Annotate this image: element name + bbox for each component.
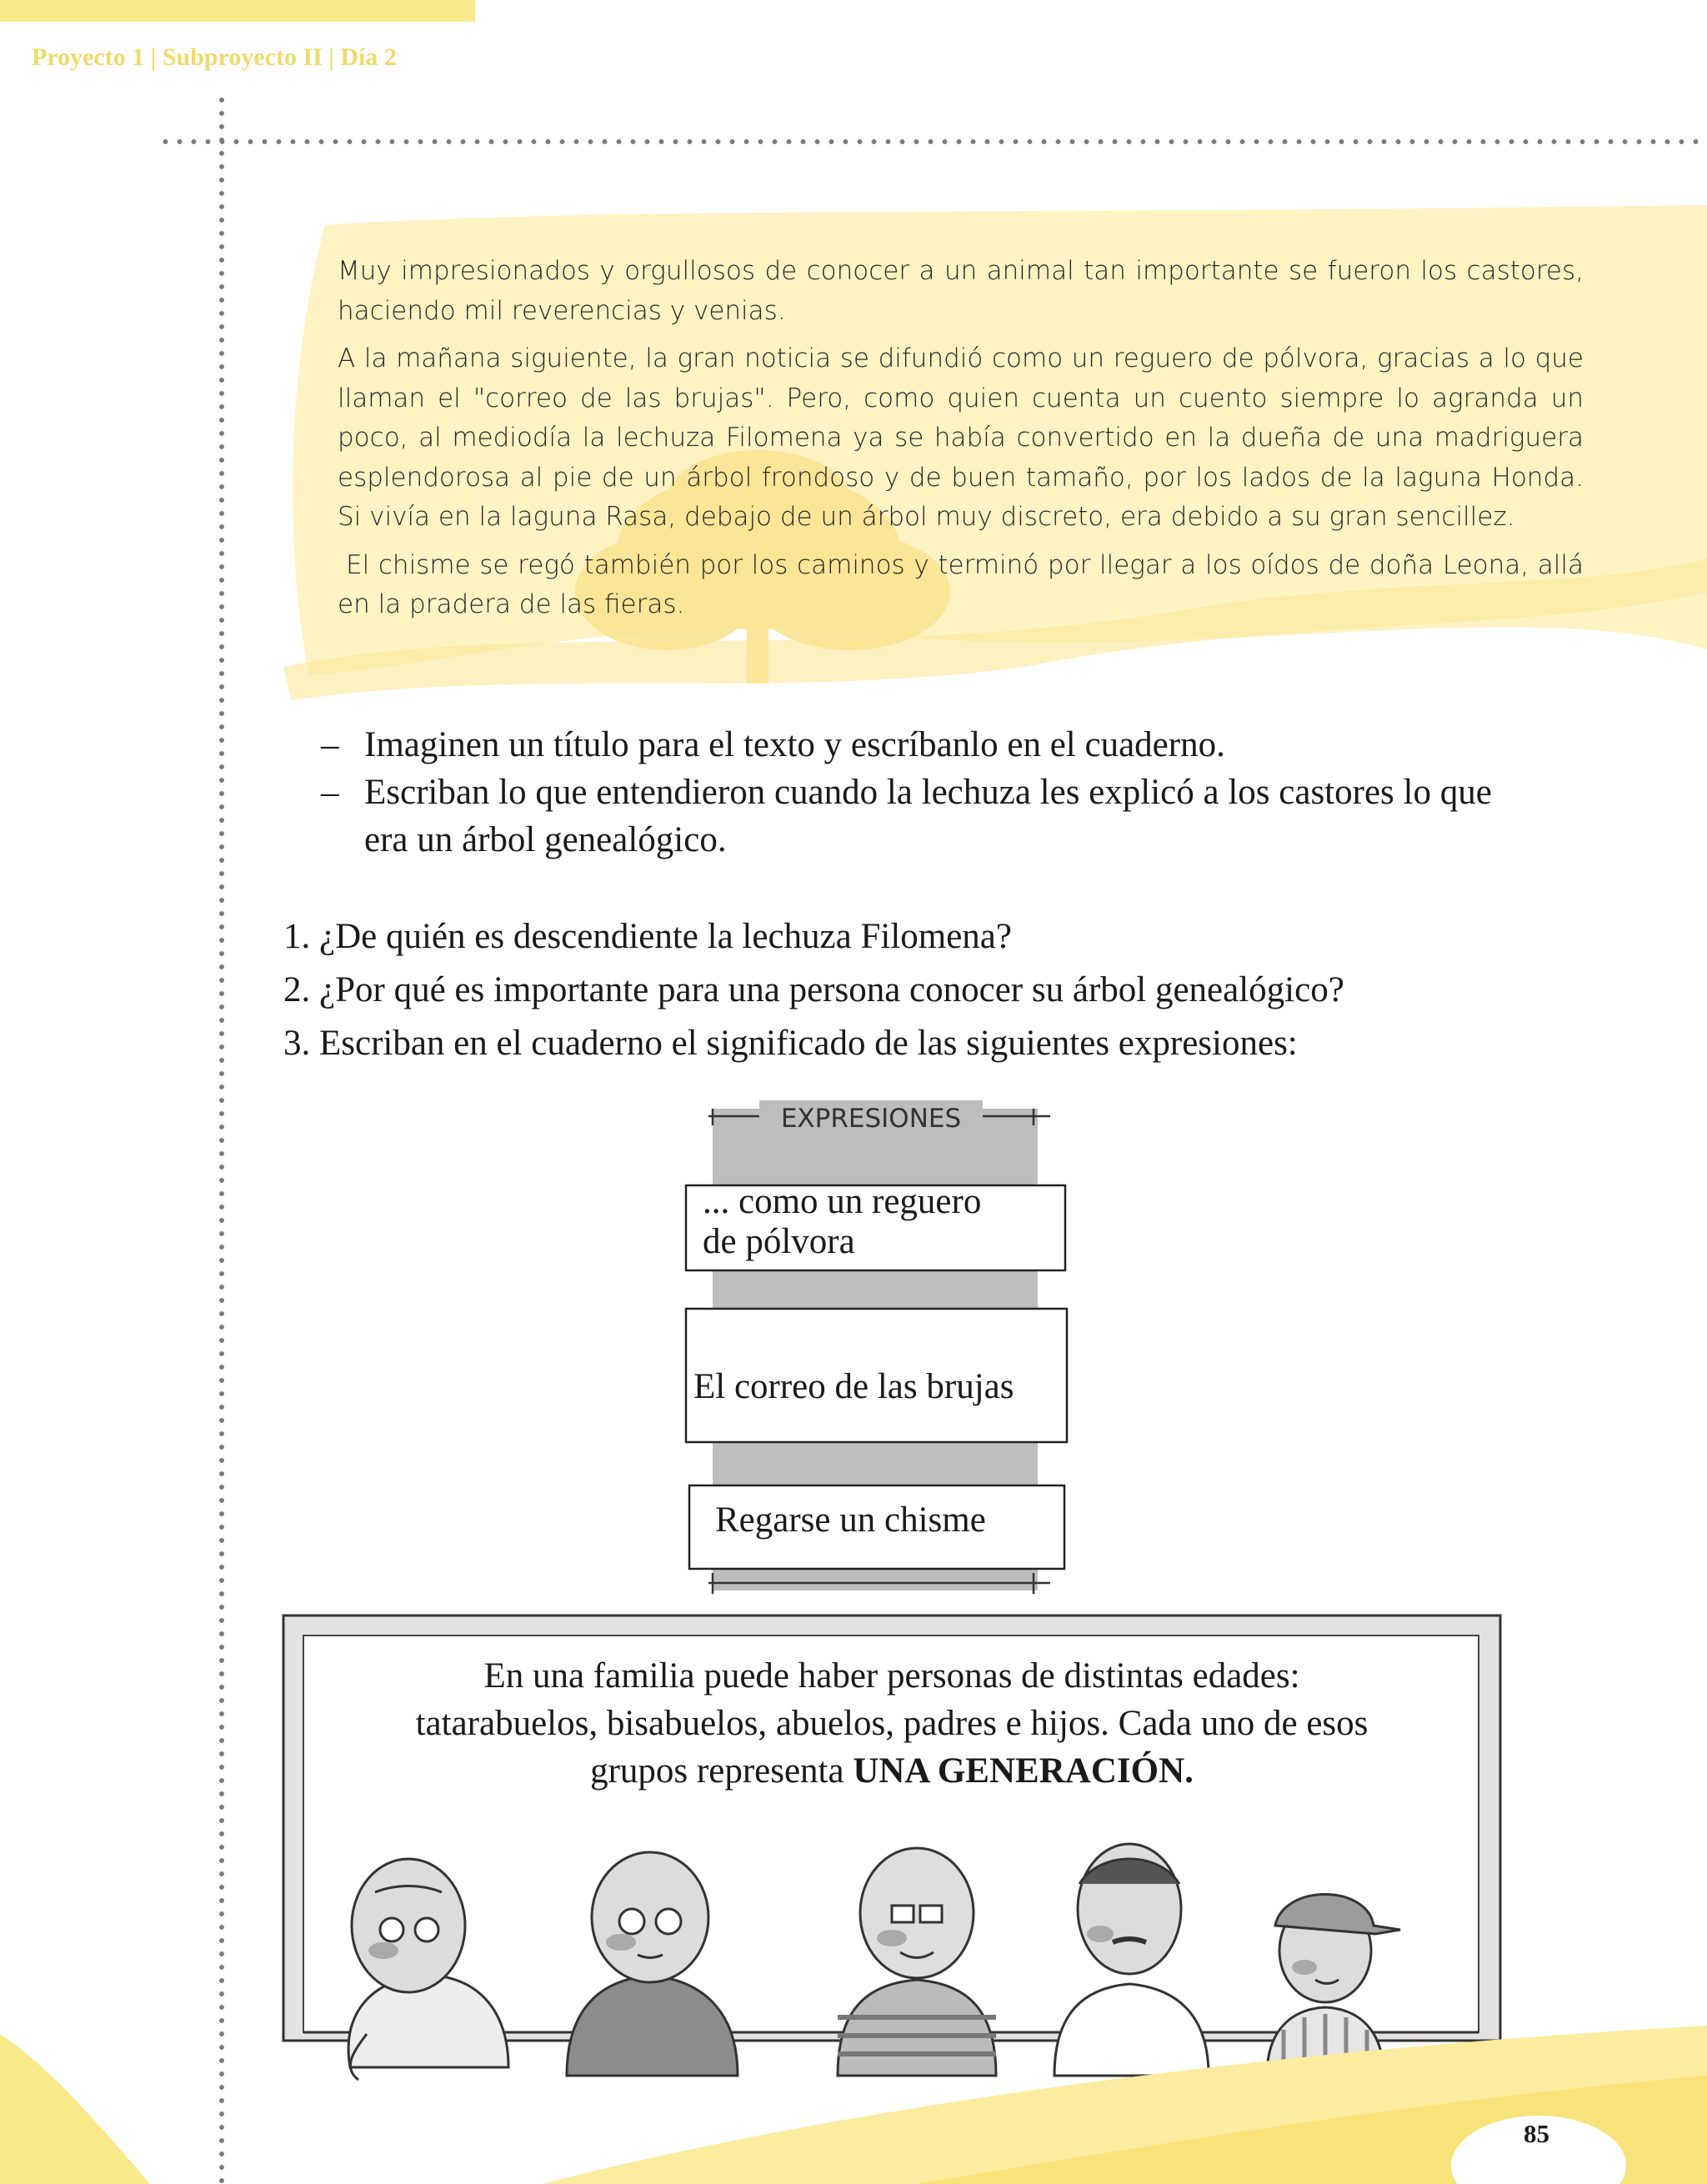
task-item-understanding xyxy=(321,769,1529,864)
task-marker: – xyxy=(321,725,339,764)
question-3: 3. Escriban en el cuaderno el significado de las siguientes expresiones: xyxy=(283,1024,1298,1063)
generation-line-3-prefix: grupos representa xyxy=(590,1751,854,1791)
vertical-dotted-rule xyxy=(218,93,225,2184)
generation-text xyxy=(333,1652,1450,1795)
task-item-title xyxy=(321,721,1529,769)
expressions-title: EXPRESIONES xyxy=(780,1104,962,1134)
page-number: 85 xyxy=(1524,2119,1549,2148)
generation-line-2: tatarabuelos, bisabuelos, abuelos, padres e hijos. Cada uno de esos xyxy=(415,1704,1369,1743)
generation-line-3 xyxy=(333,1747,1450,1795)
task-marker: – xyxy=(321,773,339,812)
task-text: Escriban lo que entendieron cuando la lechuza les explicó a los castores lo que era un árbol genealógico. xyxy=(364,773,1492,859)
expression-3: Regarse un chisme xyxy=(715,1500,986,1540)
reading-paragraph-1: Muy impresionados y orgullosos de conocer a un animal tan importante se fueron los castores, haciendo mil reverencias y venias. xyxy=(338,256,1584,326)
top-yellow-band xyxy=(0,0,475,22)
question-1: 1. ¿De quién es descendiente la lechuza Filomena? xyxy=(283,917,1012,956)
expression-1-line-2: de pólvora xyxy=(703,1222,855,1261)
reading-passage xyxy=(338,252,1584,634)
footer-yellow-wave xyxy=(0,2017,1707,2184)
reading-paragraph-2: A la mañana siguiente, la gran noticia se difundió como un reguero de pólvora, gracias a lo que llaman el "correo de las brujas". Pero, como quien cuenta un cuento siempre lo agranda un poco, al mediodía la lechuza Filomena ya se había convertido en la dueña de una madriguera esplendorosa al pie de un árbol frondoso y de buen tamaño, por los lados de la laguna Honda. Si vivía en la laguna Rasa, debajo de un árbol muy discreto, era debido a su gran sencillez. xyxy=(338,343,1584,532)
generation-emphasis: UNA GENERACIÓN. xyxy=(853,1751,1194,1791)
horizontal-dotted-rule xyxy=(158,138,1707,145)
running-head: Proyecto 1 | Subproyecto II | Día 2 xyxy=(32,43,397,71)
task-list xyxy=(321,721,1529,864)
reading-paragraph-3: El chisme se regó también por los caminos y terminó por llegar a los oídos de doña Leona, allá en la pradera de las fieras. xyxy=(338,549,1584,619)
expression-1 xyxy=(703,1182,981,1262)
question-list xyxy=(283,910,1534,1070)
expression-2: El correo de las brujas xyxy=(693,1367,1014,1406)
expression-1-line-1: ... como un reguero xyxy=(703,1182,982,1221)
question-2: 2. ¿Por qué es importante para una persona conocer su árbol genealógico? xyxy=(283,970,1344,1009)
generation-line-1: En una familia puede haber personas de distintas edades: xyxy=(483,1656,1300,1696)
task-text: Imaginen un título para el texto y escríbanlo en el cuaderno. xyxy=(364,725,1225,764)
